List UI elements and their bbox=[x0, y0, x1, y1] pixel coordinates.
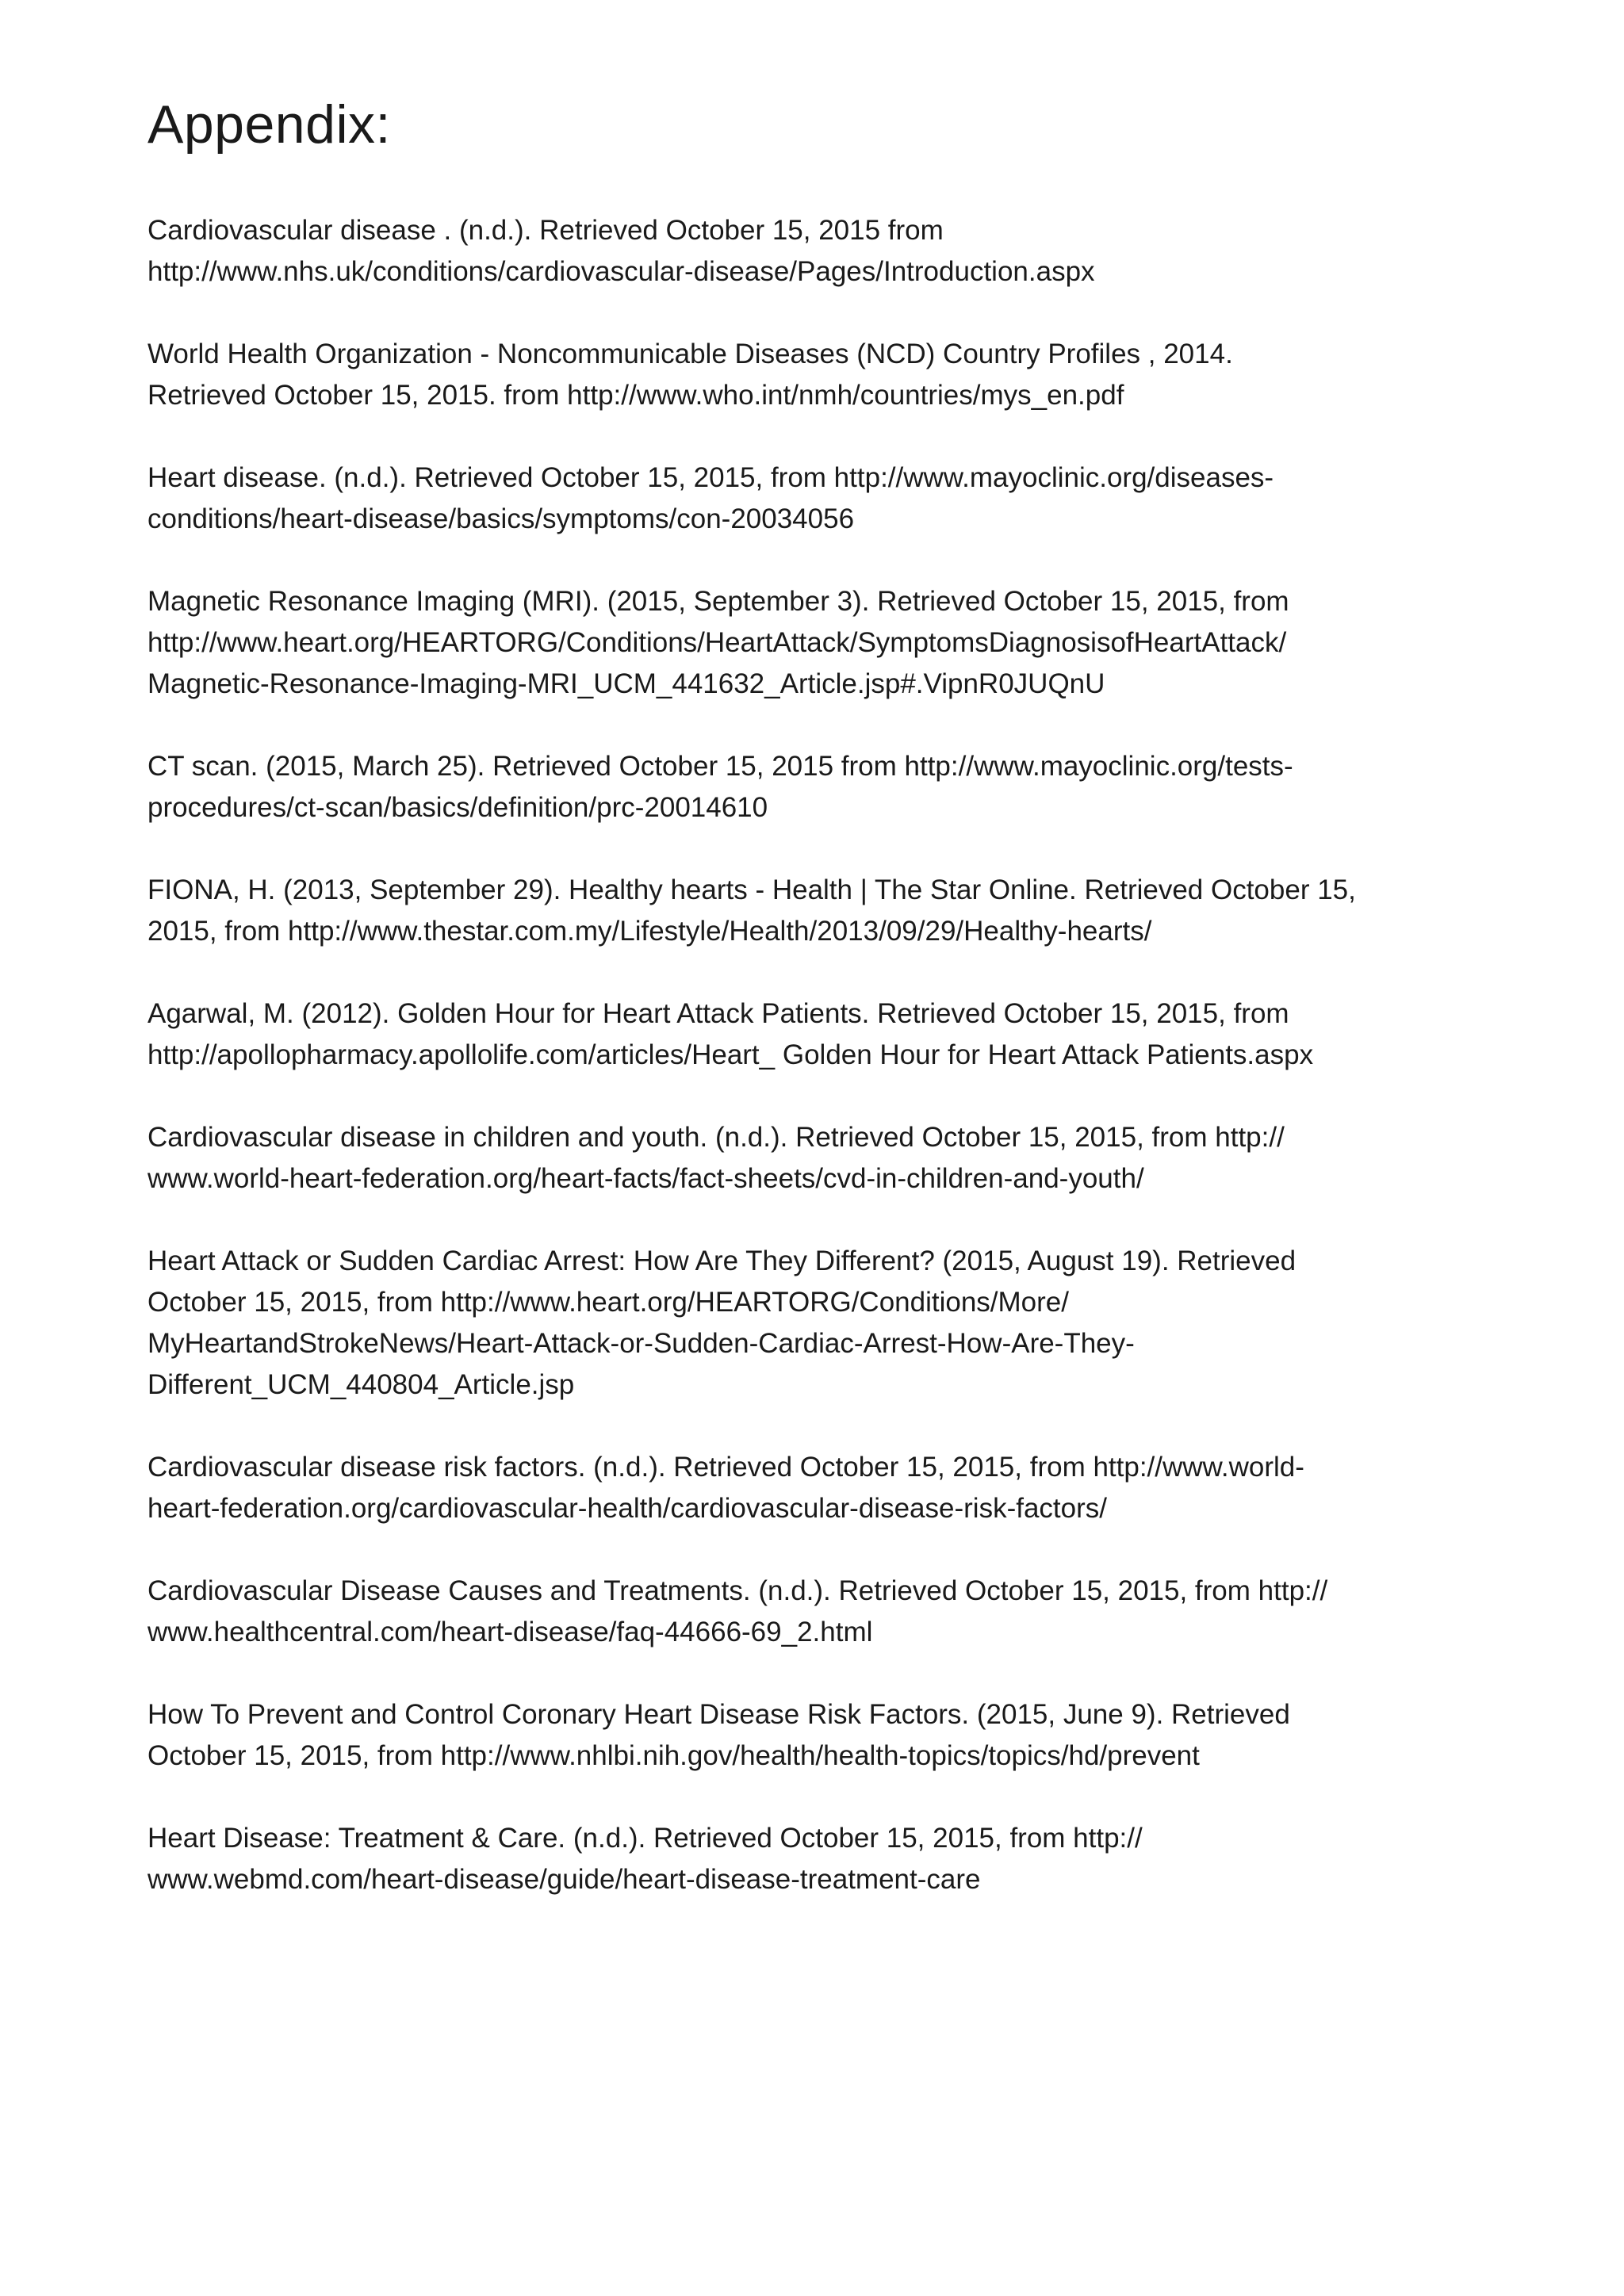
reference-item: Heart Disease: Treatment & Care. (n.d.). Retrieved October 15, 2015, from http:// www.webmd.com/heart-disease/guide/heart-disease-treatment-care bbox=[147, 1822, 1143, 1895]
reference-item: How To Prevent and Control Coronary Heart Disease Risk Factors. (2015, June 9). Retrieved October 15, 2015, from http://www.nhlbi.nih.gov/health/health-topics/topics/hd/prevent bbox=[147, 1698, 1290, 1771]
reference-item: Cardiovascular disease in children and youth. (n.d.). Retrieved October 15, 2015, from http:// www.world-heart-federation.org/heart-facts/fact-sheets/cvd-in-children-and-youth/ bbox=[147, 1121, 1285, 1194]
reference-item: Cardiovascular disease risk factors. (n.d.). Retrieved October 15, 2015, from http://www.world- heart-federation.org/cardiovascular-health/cardiovascular-disease-risk-factors/ bbox=[147, 1451, 1304, 1524]
page-title: Appendix: bbox=[147, 94, 391, 155]
reference-item: FIONA, H. (2013, September 29). Healthy hearts - Health | The Star Online. Retrieved October 15, 2015, from http://www.thestar.com.my/Lifestyle/Health/2013/09/29/Healthy-hearts/ bbox=[147, 874, 1356, 947]
document-page bbox=[147, 95, 1511, 1942]
reference-item: Heart disease. (n.d.). Retrieved October 15, 2015, from http://www.mayoclinic.org/diseases- conditions/heart-disease/basics/symptoms/con-20034056 bbox=[147, 461, 1274, 534]
reference-item: Heart Attack or Sudden Cardiac Arrest: How Are They Different? (2015, August 19). Retrieved October 15, 2015, from http://www.heart.org/HEARTORG/Conditions/More/ MyHeartandStrokeNews/Heart-Attack-or-Sudden-Cardiac-Arrest-How-Are-They- Different_UCM_440804_Article.jsp bbox=[147, 1245, 1297, 1400]
reference-item: Agarwal, M. (2012). Golden Hour for Heart Attack Patients. Retrieved October 15, 2015, from http://apollopharmacy.apollolife.com/articles/Heart_ Golden Hour for Heart Attack Patients.aspx bbox=[147, 997, 1314, 1070]
reference-list bbox=[147, 210, 1511, 1900]
reference-item: CT scan. (2015, March 25). Retrieved October 15, 2015 from http://www.mayoclinic.org/tests- procedures/ct-scan/basics/definition/prc-20014610 bbox=[147, 750, 1293, 823]
reference-item: Cardiovascular disease . (n.d.). Retrieved October 15, 2015 from http://www.nhs.uk/conditions/cardiovascular-disease/Pages/Introduction.aspx bbox=[147, 214, 1095, 287]
reference-item: World Health Organization - Noncommunicable Diseases (NCD) Country Profiles , 2014. Retrieved October 15, 2015. from http://www.who.int/nmh/countries/mys_en.pdf bbox=[147, 338, 1233, 411]
reference-item: Magnetic Resonance Imaging (MRI). (2015, September 3). Retrieved October 15, 2015, from http://www.heart.org/HEARTORG/Conditions/HeartAttack/SymptomsDiagnosisofHeartAttack/ Magnetic-Resonance-Imaging-MRI_UCM_441632_Article.jsp#.VipnR0JUQnU bbox=[147, 585, 1289, 699]
reference-item: Cardiovascular Disease Causes and Treatments. (n.d.). Retrieved October 15, 2015, from http:// www.healthcentral.com/heart-disease/faq-44666-69_2.html bbox=[147, 1575, 1328, 1647]
